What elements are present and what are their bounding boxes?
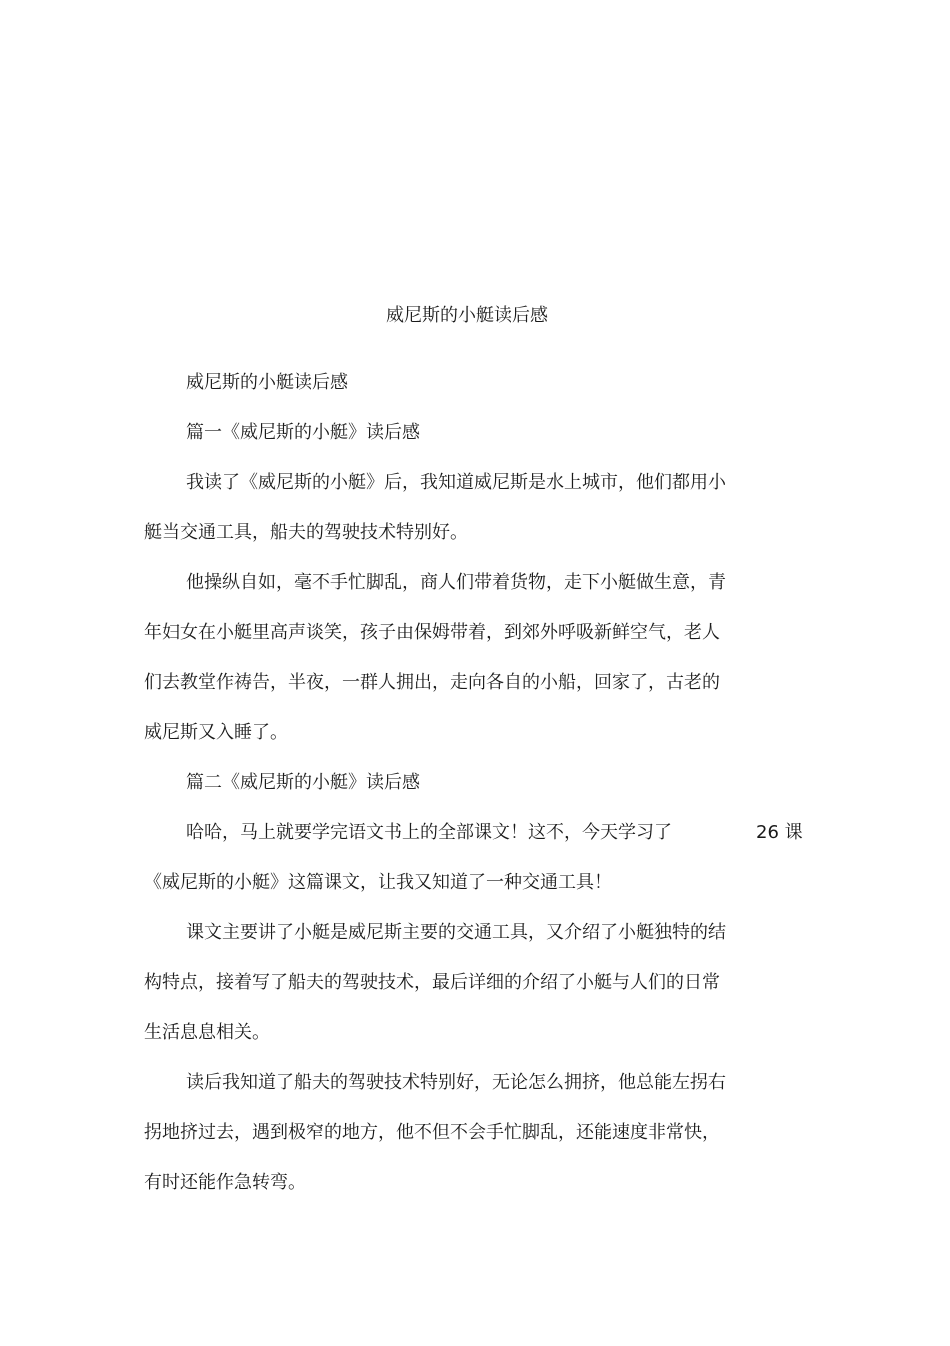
paragraph-trailing-fragment: 26 课	[756, 822, 803, 843]
paragraph-line: 艇当交通工具，船夫的驾驶技术特别好。	[144, 522, 468, 543]
paragraph-line: 们去教堂作祷告，半夜，一群人拥出，走向各自的小船，回家了，古老的	[144, 672, 720, 693]
paragraph-line: 威尼斯又入睡了。	[144, 722, 288, 743]
paragraph-line: 构特点，接着写了船夫的驾驶技术，最后详细的介绍了小艇与人们的日常	[144, 972, 720, 993]
paragraph-line: 生活息息相关。	[144, 1022, 270, 1043]
paragraph-line: 年妇女在小艇里高声谈笑，孩子由保姆带着，到郊外呼吸新鲜空气，老人	[144, 622, 720, 643]
paragraph-line: 拐地挤过去，遇到极窄的地方，他不但不会手忙脚乱，还能速度非常快，	[144, 1122, 720, 1143]
paragraph-line: 我读了《威尼斯的小艇》后，我知道威尼斯是水上城市，他们都用小	[186, 472, 726, 493]
paragraph-line: 读后我知道了船夫的驾驶技术特别好，无论怎么拥挤，他总能左拐右	[186, 1072, 726, 1093]
paragraph-line: 课文主要讲了小艇是威尼斯主要的交通工具，又介绍了小艇独特的结	[186, 922, 726, 943]
paragraph-line: 有时还能作急转弯。	[144, 1172, 306, 1193]
paragraph-line: 哈哈，马上就要学完语文书上的全部课文！这不，今天学习了	[186, 822, 672, 843]
section-heading-1: 篇一《威尼斯的小艇》读后感	[186, 422, 420, 443]
document-title: 威尼斯的小艇读后感	[386, 305, 548, 326]
subtitle: 威尼斯的小艇读后感	[186, 372, 348, 393]
paragraph-line: 《威尼斯的小艇》这篇课文，让我又知道了一种交通工具！	[144, 872, 612, 893]
paragraph-line: 他操纵自如，毫不手忙脚乱，商人们带着货物，走下小艇做生意，青	[186, 572, 726, 593]
section-heading-2: 篇二《威尼斯的小艇》读后感	[186, 772, 420, 793]
